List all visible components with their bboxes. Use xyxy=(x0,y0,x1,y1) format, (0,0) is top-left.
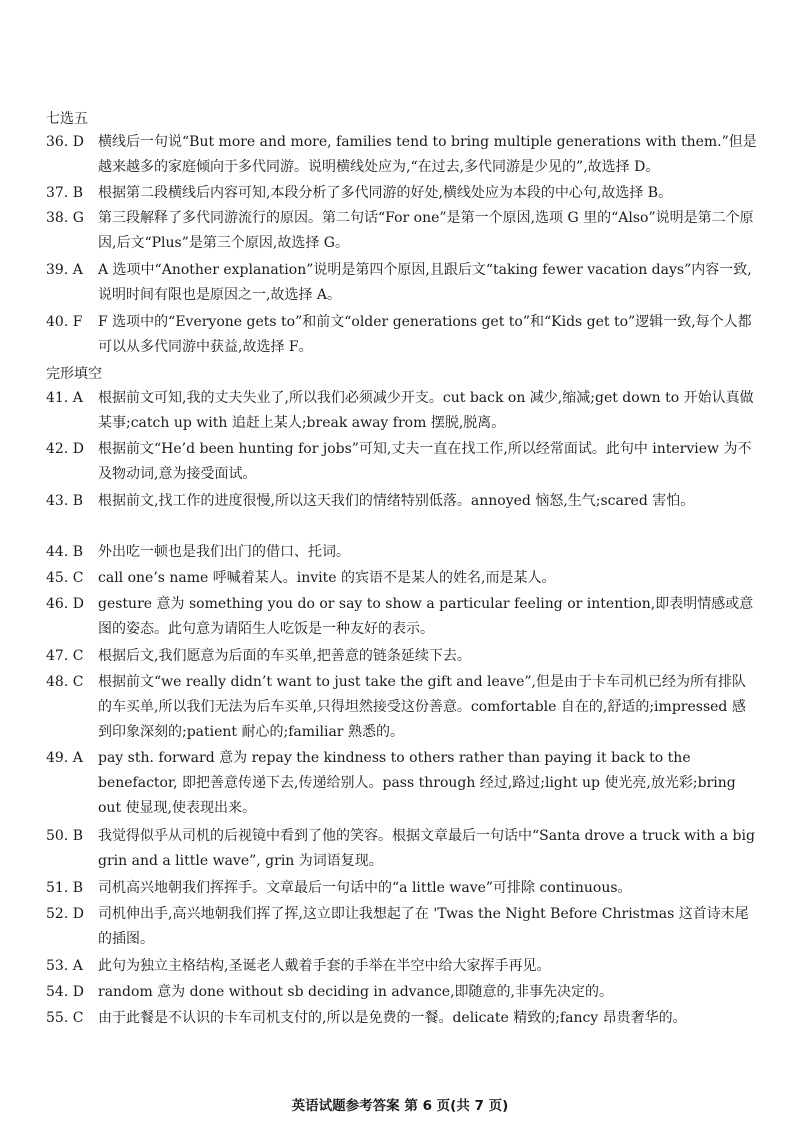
answer-number: 50. B xyxy=(46,828,84,844)
answer-item xyxy=(46,206,758,256)
section-heading-cloze: 完形填空 xyxy=(46,366,102,382)
answer-number: 45. C xyxy=(46,570,84,586)
answer-number: 49. A xyxy=(46,750,83,766)
answer-number: 37. B xyxy=(46,185,84,201)
answer-explanation: A 选项中“Another explanation”说明是第四个原因,且跟后文“taking fewer vacation days”内容一致,说明时间有限也是原因之一,故选择 A。 xyxy=(98,262,752,303)
answer-item xyxy=(46,310,758,360)
answer-item xyxy=(46,670,758,745)
answer-number: 44. B xyxy=(46,544,84,560)
answer-item xyxy=(46,566,758,591)
answer-item xyxy=(46,876,758,901)
answer-item xyxy=(46,181,758,206)
answer-explanation: pay sth. forward 意为 repay the kindness to others rather than paying it back to the benefactor, 即把善意传递下去,传递给别人。pass through 经过,路过;light up 使光亮,放光彩;bring out 使显现,使表现出来。 xyxy=(98,750,736,816)
answer-explanation: gesture 意为 something you do or say to show a particular feeling or intention,即表明情感或意图的姿态。此句意为请陌生人吃饭是一种友好的表示。 xyxy=(98,596,754,637)
answer-explanation: 根据前文“we really didn’t want to just take the gift and leave”,但是由于卡车司机已经为所有排队的车买单,所以我们无法为后车买单,只得坦然接受这份善意。comfortable 自在的,舒适的;impressed 感到印象深刻的;patient 耐心的;familiar 熟悉的。 xyxy=(98,674,746,740)
section-heading-seven-choose-five: 七选五 xyxy=(46,111,88,127)
answer-number: 51. B xyxy=(46,880,84,896)
answer-explanation: 我觉得似乎从司机的后视镜中看到了他的笑容。根据文章最后一句话中“Santa drove a truck with a big grin and a little wave”, grin 为词语复现。 xyxy=(98,828,755,869)
answer-item xyxy=(46,824,758,874)
page-footer: 英语试题参考答案 第 6 页(共 7 页) xyxy=(291,1098,509,1114)
answer-explanation: 横线后一句说“But more and more, families tend to bring multiple generations with them.”但是越来越多的家庭倾向于多代同游。说明横线处应为,“在过去,多代同游是少见的”,故选择 D。 xyxy=(98,134,757,175)
answer-explanation: 根据前文“He’d been hunting for jobs”可知,丈夫一直在找工作,所以经常面试。此句中 interview 为不及物动词,意为接受面试。 xyxy=(98,441,752,482)
answer-explanation: 外出吃一顿也是我们出门的借口、托词。 xyxy=(98,544,350,560)
answer-item xyxy=(46,258,758,308)
answer-explanation: 司机伸出手,高兴地朝我们挥了挥,这立即让我想起了在 'Twas the Night Before Christmas 这首诗末尾的插图。 xyxy=(98,906,749,947)
answer-item xyxy=(46,540,758,565)
answer-item xyxy=(46,592,758,642)
answer-explanation: F 选项中的“Everyone gets to”和前文“older generations get to”和“Kids get to”逻辑一致,每个人都可以从多代同游中获益,故选择 F。 xyxy=(98,314,752,355)
answer-item xyxy=(46,437,758,487)
answer-number: 48. C xyxy=(46,674,84,690)
answer-item xyxy=(46,489,758,514)
answer-explanation: 此句为独立主格结构,圣诞老人戴着手套的手举在半空中给大家挥手再见。 xyxy=(98,958,551,974)
answer-item xyxy=(46,130,758,180)
answer-number: 36. D xyxy=(46,134,84,150)
answer-number: 55. C xyxy=(46,1010,84,1026)
answer-item xyxy=(46,746,758,821)
answer-number: 46. D xyxy=(46,596,84,612)
answer-number: 54. D xyxy=(46,984,84,1000)
answer-number: 47. C xyxy=(46,648,84,664)
answer-explanation: 根据第二段横线后内容可知,本段分析了多代同游的好处,横线处应为本段的中心句,故选择 B。 xyxy=(98,185,673,201)
answer-item xyxy=(46,902,758,952)
answer-explanation: 由于此餐是不认识的卡车司机支付的,所以是免费的一餐。delicate 精致的;fancy 昂贵奢华的。 xyxy=(98,1010,687,1026)
answer-number: 39. A xyxy=(46,262,83,278)
answer-item xyxy=(46,980,758,1005)
answer-explanation: 第三段解释了多代同游流行的原因。第二句话“For one”是第一个原因,选项 G 里的“Also”说明是第二个原因,后文“Plus”是第三个原因,故选择 G。 xyxy=(98,210,754,251)
answer-number: 40. F xyxy=(46,314,83,330)
answer-explanation: 根据后文,我们愿意为后面的车买单,把善意的链条延续下去。 xyxy=(98,648,471,664)
answer-explanation: random 意为 done without sb deciding in advance,即随意的,非事先决定的。 xyxy=(98,984,613,1000)
answer-explanation: 根据前文,找工作的进度很慢,所以这天我们的情绪特别低落。annoyed 恼怒,生气;scared 害怕。 xyxy=(98,493,695,509)
answer-item xyxy=(46,1006,758,1031)
answer-explanation: 司机高兴地朝我们挥挥手。文章最后一句话中的“a little wave”可排除 continuous。 xyxy=(98,880,632,896)
answer-item xyxy=(46,386,758,436)
answer-item xyxy=(46,644,758,669)
answer-explanation: call one’s name 呼喊着某人。invite 的宾语不是某人的姓名,而是某人。 xyxy=(98,570,556,586)
answer-item xyxy=(46,954,758,979)
answer-number: 53. A xyxy=(46,958,83,974)
answer-number: 38. G xyxy=(46,210,84,226)
answer-explanation: 根据前文可知,我的丈夫失业了,所以我们必须减少开支。cut back on 减少,缩减;get down to 开始认真做某事;catch up with 追赶上某人;break away from 摆脱,脱离。 xyxy=(98,390,754,431)
answer-number: 52. D xyxy=(46,906,84,922)
answer-number: 43. B xyxy=(46,493,84,509)
answer-number: 42. D xyxy=(46,441,84,457)
answer-number: 41. A xyxy=(46,390,83,406)
